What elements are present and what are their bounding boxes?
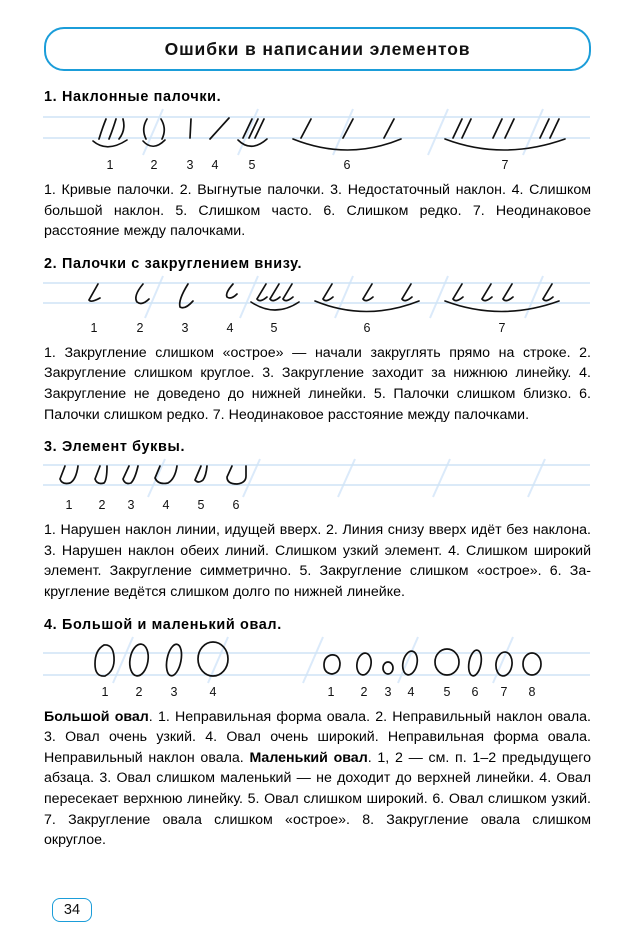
svg-text:6: 6 — [343, 158, 351, 172]
svg-text:2: 2 — [360, 684, 368, 699]
page-number: 34 — [63, 902, 81, 918]
svg-text:3: 3 — [127, 498, 135, 513]
section-text-3: 1. Нарушен наклон линии, идущей вверх. 2. Линия снизу вверх идёт без наклона. 3. Нарушен наклон обеих линий. Слишком узкий элемент. 4. Слишком широкий элемент. Закругление симметрично. 5. Закругление слишком «острое». 6. Закругление ведётся слишком долго по нижней линейке. — [44, 522, 591, 600]
section-heading-4: 4. Большой и маленький овал. — [44, 616, 282, 633]
svg-text:4: 4 — [211, 158, 219, 172]
svg-text:1: 1 — [65, 498, 73, 513]
svg-text:2: 2 — [135, 684, 143, 699]
svg-text:3: 3 — [384, 684, 392, 699]
rule-lines-1 — [43, 117, 590, 138]
worksheet-page — [0, 27, 635, 948]
svg-text:2: 2 — [98, 498, 106, 513]
stroke-labels-1 — [107, 158, 509, 172]
small-oval-text: . 1, 2 — см. п. 1–2 предыдущего абзаца. 3. Овал слишком маленький — не доходит до верхней линейки. 4. Овал пересекает верхнюю линейку. 5. Овал слишком широкий. 6. Овал слишком узкий. 7. Закругление овала слишком «острое». 8. Закругление овала слишком округлое. — [44, 749, 591, 849]
svg-text:4: 4 — [226, 320, 234, 335]
svg-text:6: 6 — [232, 498, 240, 513]
svg-text:4: 4 — [407, 684, 415, 699]
page-number-badge — [52, 898, 92, 922]
svg-text:4: 4 — [162, 498, 170, 513]
svg-text:5: 5 — [248, 158, 256, 172]
svg-text:1: 1 — [327, 684, 335, 699]
page-title: Ошибки в написании элементов — [164, 38, 471, 59]
strokes-1 — [93, 118, 565, 150]
svg-text:4: 4 — [209, 684, 217, 699]
section-text-1: 1. Кривые палочки. 2. Выгнутые палочки. 3. Недостаточный наклон. 4. Слишком большой наклон. 5. Слишком часто. 6. Слишком редко. 7. Неодинаковое расстояние между палочками. — [44, 182, 591, 240]
svg-text:6: 6 — [471, 684, 479, 699]
svg-text:7: 7 — [498, 320, 506, 335]
svg-text:3: 3 — [170, 684, 178, 699]
section-text-2: 1. Закругление слишком «острое» — начали закруглять прямо на строке. 2. Закругление слишком круглое. 3. Закругление заходит за нижнюю линейку. 4. Закругление не доведено до нижней линейки. 5. Палочки слишком близко. 6. Палочки слишком редко. 7. Неодинаковое расстояние между палочками. — [44, 344, 591, 423]
writing-strip-1 — [43, 107, 590, 173]
svg-text:1: 1 — [90, 320, 98, 335]
page-title-banner — [44, 27, 591, 71]
section-heading-2: 2. Палочки с закруглением внизу. — [44, 255, 303, 272]
svg-text:3: 3 — [186, 158, 194, 172]
stroke-labels-3 — [66, 498, 240, 512]
svg-text:5: 5 — [270, 320, 278, 335]
svg-text:1: 1 — [101, 684, 109, 699]
small-oval-lead: Маленький овал — [249, 749, 368, 766]
svg-text:7: 7 — [501, 158, 509, 172]
large-ovals — [95, 642, 228, 677]
writing-strip-2 — [43, 274, 590, 336]
large-oval-text: . 1. Неправильная форма овала. 2. Неправильный наклон овала. 3. Овал очень узкий. 4. Овал очень широкий. Неправильная форма овала. Неправильный наклон овала. — [44, 708, 591, 766]
svg-text:1: 1 — [106, 158, 114, 172]
svg-text:8: 8 — [528, 684, 536, 699]
svg-text:3: 3 — [181, 320, 189, 335]
writing-strip-3 — [43, 457, 590, 513]
stroke-labels-2 — [91, 321, 506, 335]
strokes-3 — [60, 466, 246, 484]
large-oval-lead: Большой овал — [44, 708, 149, 725]
svg-text:2: 2 — [136, 320, 144, 335]
section-heading-1: 1. Наклонные палочки. — [44, 89, 222, 105]
writing-strip-4 — [43, 635, 590, 701]
svg-text:2: 2 — [150, 158, 158, 172]
oval-labels — [102, 685, 536, 699]
svg-text:5: 5 — [443, 684, 451, 699]
svg-text:7: 7 — [500, 684, 508, 699]
strokes-2 — [89, 284, 559, 312]
svg-text:5: 5 — [197, 498, 205, 513]
section-text-4 — [44, 707, 591, 851]
svg-text:6: 6 — [363, 320, 371, 335]
section-heading-3: 3. Элемент буквы. — [44, 439, 186, 456]
